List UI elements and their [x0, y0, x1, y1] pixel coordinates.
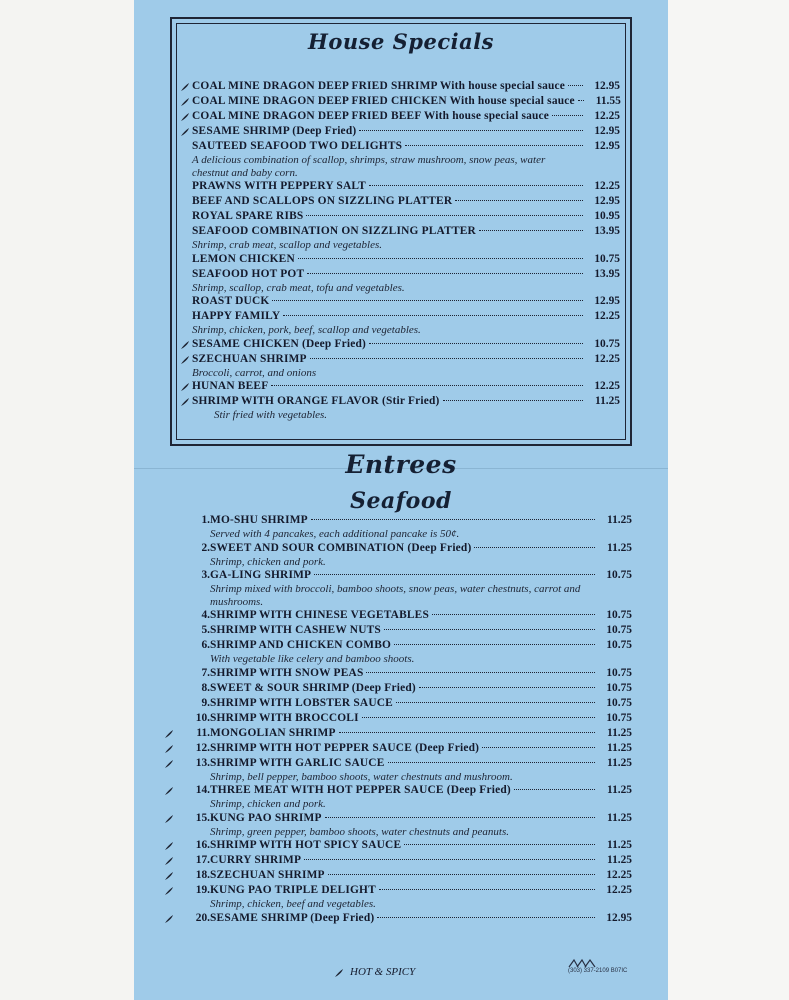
menu-item	[180, 267, 620, 295]
item-name: SHRIMP WITH ORANGE FLAVOR (Stir Fried)	[192, 395, 440, 407]
item-price: 10.95	[594, 210, 620, 222]
menu-item	[162, 623, 632, 638]
dot-leader	[307, 273, 583, 274]
dot-leader	[479, 230, 583, 231]
dot-leader	[272, 300, 583, 301]
dot-leader	[514, 789, 595, 790]
item-row	[192, 267, 620, 282]
dot-leader	[419, 687, 595, 688]
dot-leader	[369, 185, 583, 186]
item-price: 12.25	[606, 869, 632, 881]
item-name: SHRIMP WITH GARLIC SAUCE	[210, 756, 385, 769]
menu-item	[180, 124, 620, 139]
item-description: Stir fried with vegetables.	[214, 409, 328, 421]
item-price: 11.25	[607, 854, 632, 866]
dot-leader	[298, 258, 583, 259]
item-price: 10.75	[606, 624, 632, 636]
dot-leader	[339, 732, 595, 733]
dot-leader	[369, 343, 583, 344]
item-number: 3.	[201, 569, 210, 581]
menu-item	[162, 883, 632, 911]
item-name: COAL MINE DRAGON DEEP FRIED CHICKEN With house special sauce	[192, 95, 575, 107]
chili-pepper-icon	[164, 759, 174, 769]
dot-leader	[306, 215, 583, 216]
item-name: SHRIMP WITH HOT SPICY SAUCE	[210, 839, 402, 851]
item-name: ROAST DUCK	[192, 295, 270, 307]
item-number: 17.	[195, 854, 210, 866]
item-row	[210, 726, 632, 741]
menu-item	[180, 109, 620, 124]
dot-leader	[404, 844, 595, 845]
item-price: 11.25	[607, 784, 632, 796]
item-number: 2.	[201, 541, 210, 554]
item-description: Shrimp mixed with broccoli, bamboo shoots, snow peas, water chestnuts, carrot and mushrooms.	[210, 583, 581, 608]
house-specials-title: House Specials	[308, 29, 494, 54]
dot-leader	[283, 315, 583, 316]
item-row	[192, 379, 620, 394]
item-number: 1.	[201, 514, 210, 526]
menu-item	[162, 568, 632, 608]
item-price: 11.25	[607, 741, 632, 754]
chili-pepper-icon	[164, 786, 174, 796]
item-row	[210, 696, 632, 711]
item-price: 12.95	[594, 125, 620, 137]
item-description: With vegetable like celery and bamboo shoots.	[210, 653, 415, 665]
legend-label: HOT & SPICY	[350, 966, 416, 978]
menu-item	[180, 79, 620, 94]
chili-pepper-icon	[164, 871, 174, 881]
item-name: MONGOLIAN SHRIMP	[210, 726, 336, 739]
item-number: 14.	[195, 784, 210, 796]
item-name: SHRIMP WITH SNOW PEAS	[210, 666, 364, 679]
item-price: 10.75	[606, 666, 632, 679]
seafood-entrees-list	[162, 513, 632, 926]
item-description: Shrimp, green pepper, bamboo shoots, water chestnuts and peanuts.	[210, 825, 510, 838]
item-row	[192, 309, 620, 324]
dot-leader	[304, 859, 595, 860]
menu-item	[162, 608, 632, 623]
menu-item	[180, 252, 620, 267]
item-description: Served with 4 pancakes, each additional pancake is 50¢.	[210, 528, 460, 540]
item-row	[210, 666, 632, 681]
item-price: 13.95	[594, 267, 620, 280]
item-name: SHRIMP AND CHICKEN COMBO	[210, 639, 392, 651]
chili-pepper-icon	[164, 729, 174, 739]
item-name: SHRIMP WITH HOT PEPPER SAUCE (Deep Fried)	[210, 741, 480, 754]
item-price: 10.75	[606, 711, 632, 724]
item-name: SZECHUAN SHRIMP	[192, 352, 307, 365]
dot-leader	[325, 817, 595, 818]
item-price: 10.75	[606, 569, 632, 581]
item-name: SESAME SHRIMP (Deep Fried)	[192, 125, 357, 137]
item-row	[210, 811, 632, 826]
dot-leader	[366, 672, 595, 673]
item-price: 11.25	[607, 726, 632, 739]
item-name: COAL MINE DRAGON DEEP FRIED SHRIMP With house special sauce	[192, 80, 566, 92]
dot-leader	[388, 762, 595, 763]
item-row	[210, 853, 632, 868]
item-price: 12.95	[606, 911, 632, 924]
item-price: 12.25	[594, 310, 620, 322]
item-name: CURRY SHRIMP	[210, 854, 302, 866]
dot-leader	[455, 200, 583, 201]
item-price: 12.95	[594, 295, 620, 307]
menu-item	[162, 541, 632, 569]
item-name: BEEF AND SCALLOPS ON SIZZLING PLATTER	[192, 195, 453, 207]
item-number: 9.	[201, 696, 210, 709]
menu-item	[180, 139, 620, 179]
menu-item	[162, 838, 632, 853]
item-price: 11.25	[595, 395, 620, 407]
dot-leader	[314, 574, 595, 575]
dot-leader	[362, 717, 595, 718]
item-price: 12.95	[594, 140, 620, 152]
chili-pepper-icon	[164, 886, 174, 896]
item-row	[192, 139, 620, 154]
dot-leader	[328, 874, 595, 875]
dot-leader	[396, 702, 595, 703]
dot-leader	[443, 400, 583, 401]
item-name: KUNG PAO SHRIMP	[210, 811, 322, 824]
item-row	[210, 911, 632, 926]
item-price: 12.25	[606, 884, 632, 896]
entrees-title: Entrees	[345, 450, 457, 479]
item-row	[192, 252, 620, 267]
item-name: SHRIMP WITH BROCCOLI	[210, 711, 359, 724]
item-row	[210, 638, 632, 653]
menu-item	[162, 853, 632, 868]
menu-item	[162, 741, 632, 756]
item-name: SAUTEED SEAFOOD TWO DELIGHTS	[192, 140, 403, 152]
item-number: 6.	[201, 639, 210, 651]
adjacent-page-left	[0, 0, 134, 1000]
chili-pepper-icon	[180, 82, 190, 92]
dot-leader	[311, 519, 595, 520]
menu-item	[162, 696, 632, 711]
menu-item	[162, 868, 632, 883]
item-row	[210, 883, 632, 898]
item-name: SEAFOOD HOT POT	[192, 267, 305, 280]
item-price: 12.25	[594, 352, 620, 365]
item-number: 4.	[201, 609, 210, 621]
chili-pepper-icon	[164, 841, 174, 851]
chili-pepper-icon	[164, 814, 174, 824]
chili-pepper-icon	[180, 355, 190, 365]
item-description: Broccoli, carrot, and onions	[192, 366, 317, 379]
chili-pepper-icon	[180, 382, 190, 392]
item-name: ROYAL SPARE RIBS	[192, 210, 304, 222]
item-description: Shrimp, chicken, pork, beef, scallop and vegetables.	[192, 324, 421, 336]
item-price: 12.25	[594, 180, 620, 192]
item-price: 10.75	[594, 252, 620, 265]
item-price: 11.25	[607, 541, 632, 554]
item-row	[210, 513, 632, 528]
item-name: MO-SHU SHRIMP	[210, 514, 308, 526]
item-description: Shrimp, chicken, beef and vegetables.	[210, 898, 376, 910]
item-row	[210, 681, 632, 696]
item-number: 11.	[196, 726, 210, 739]
menu-panel	[134, 0, 668, 1000]
chili-pepper-icon	[164, 744, 174, 754]
seafood-subtitle: Seafood	[350, 488, 452, 514]
item-description: A delicious combination of scallop, shrimps, straw mushroom, snow peas, water chestnut and baby corn.	[192, 154, 546, 179]
menu-item	[180, 94, 620, 109]
item-number: 15.	[195, 811, 210, 824]
printer-phone: (303) 337-2109 B07IC	[568, 968, 628, 974]
item-number: 7.	[201, 666, 210, 679]
menu-item	[162, 513, 632, 541]
item-name: SHRIMP WITH CHINESE VEGETABLES	[210, 609, 430, 621]
item-name: SWEET & SOUR SHRIMP (Deep Fried)	[210, 681, 416, 694]
item-number: 13.	[195, 756, 210, 769]
item-price: 10.75	[594, 337, 620, 350]
printer-logo-icon	[568, 958, 596, 968]
item-description: Shrimp, bell pepper, bamboo shoots, water chestnuts and mushroom.	[210, 770, 513, 783]
item-number: 8.	[201, 681, 210, 694]
dot-leader	[379, 889, 595, 890]
item-number: 18.	[195, 869, 210, 881]
item-row	[192, 124, 620, 139]
item-price: 12.25	[594, 380, 620, 392]
menu-item	[180, 194, 620, 209]
item-price: 10.75	[606, 681, 632, 694]
item-price: 10.75	[606, 639, 632, 651]
item-row	[192, 352, 620, 367]
dot-leader	[310, 358, 583, 359]
dot-leader	[568, 85, 583, 86]
item-description: Shrimp, chicken and pork.	[210, 798, 326, 810]
menu-item	[162, 783, 632, 811]
item-row	[210, 783, 632, 798]
menu-item	[180, 294, 620, 309]
item-row	[210, 608, 632, 623]
dot-leader	[578, 100, 584, 101]
item-row	[210, 868, 632, 883]
item-row	[192, 179, 620, 194]
chili-pepper-icon	[164, 914, 174, 924]
house-specials-box	[170, 17, 632, 446]
menu-item	[162, 666, 632, 681]
dot-leader	[359, 130, 583, 131]
item-row	[192, 224, 620, 239]
item-price: 12.95	[594, 80, 620, 92]
dot-leader	[377, 917, 595, 918]
item-name: SEAFOOD COMBINATION ON SIZZLING PLATTER	[192, 225, 476, 237]
item-name: COAL MINE DRAGON DEEP FRIED BEEF With house special sauce	[192, 110, 550, 122]
item-row	[192, 109, 620, 124]
dot-leader	[552, 115, 583, 116]
item-price: 11.25	[607, 756, 632, 769]
dot-leader	[482, 747, 595, 748]
menu-item	[180, 209, 620, 224]
menu-item	[180, 352, 620, 380]
item-price: 11.25	[607, 811, 632, 824]
menu-item	[162, 811, 632, 839]
item-price: 13.95	[594, 225, 620, 237]
chili-pepper-icon	[180, 112, 190, 122]
item-name: SESAME CHICKEN (Deep Fried)	[192, 337, 367, 350]
item-name: HAPPY FAMILY	[192, 310, 281, 322]
item-price: 11.25	[607, 514, 632, 526]
item-price: 11.25	[607, 839, 632, 851]
menu-item	[180, 179, 620, 194]
item-row	[192, 79, 620, 94]
item-row	[210, 541, 632, 556]
adjacent-page-right	[668, 0, 789, 1000]
chili-pepper-icon	[180, 340, 190, 350]
menu-item	[162, 681, 632, 696]
item-name: SWEET AND SOUR COMBINATION (Deep Fried)	[210, 541, 472, 554]
house-specials-list	[180, 79, 620, 422]
item-row	[210, 756, 632, 771]
item-price: 12.95	[594, 195, 620, 207]
item-price: 11.55	[595, 95, 621, 107]
menu-item	[180, 379, 620, 394]
chili-pepper-icon	[180, 397, 190, 407]
menu-item	[180, 309, 620, 337]
menu-item	[162, 711, 632, 726]
item-row	[210, 838, 632, 853]
item-number: 16.	[195, 839, 210, 851]
item-row	[192, 337, 620, 352]
item-description: Shrimp, crab meat, scallop and vegetables.	[192, 239, 383, 251]
item-row	[192, 194, 620, 209]
dot-leader	[432, 614, 595, 615]
dot-leader	[384, 629, 595, 630]
printer-credit	[568, 958, 627, 975]
item-name: SHRIMP WITH CASHEW NUTS	[210, 624, 381, 636]
item-name: THREE MEAT WITH HOT PEPPER SAUCE (Deep Fried)	[210, 784, 511, 796]
item-number: 12.	[195, 741, 210, 754]
item-name: GA-LING SHRIMP	[210, 569, 312, 581]
item-row	[192, 94, 620, 109]
menu-item	[162, 911, 632, 926]
item-name: PRAWNS WITH PEPPERY SALT	[192, 180, 366, 192]
item-number: 20.	[195, 911, 210, 924]
item-row	[192, 294, 620, 309]
item-price: 10.75	[606, 609, 632, 621]
item-name: SHRIMP WITH LOBSTER SAUCE	[210, 696, 393, 709]
item-name: KUNG PAO TRIPLE DELIGHT	[210, 884, 376, 896]
item-row	[192, 209, 620, 224]
item-row	[192, 394, 620, 409]
hot-spicy-legend	[350, 966, 415, 978]
item-number: 10.	[195, 711, 210, 724]
chili-pepper-icon	[180, 97, 190, 107]
menu-item	[180, 224, 620, 252]
item-name: SESAME SHRIMP (Deep Fried)	[210, 911, 375, 924]
item-row	[210, 711, 632, 726]
item-name: SZECHUAN SHRIMP	[210, 869, 325, 881]
item-description: Shrimp, chicken and pork.	[210, 555, 326, 568]
item-row	[210, 623, 632, 638]
menu-item	[162, 638, 632, 666]
chili-pepper-icon	[164, 856, 174, 866]
dot-leader	[394, 644, 595, 645]
item-description: Shrimp, scallop, crab meat, tofu and vegetables.	[192, 281, 405, 294]
dot-leader	[474, 547, 595, 548]
item-row	[210, 741, 632, 756]
item-row	[210, 568, 632, 583]
chili-pepper-icon	[180, 127, 190, 137]
item-price: 10.75	[606, 696, 632, 709]
item-number: 19.	[195, 884, 210, 896]
menu-item	[162, 726, 632, 741]
menu-item	[162, 756, 632, 784]
item-number: 5.	[201, 624, 210, 636]
menu-item	[180, 337, 620, 352]
dot-leader	[271, 385, 583, 386]
item-price: 12.25	[594, 110, 620, 122]
item-name: HUNAN BEEF	[192, 380, 269, 392]
dot-leader	[405, 145, 583, 146]
menu-item	[180, 394, 620, 422]
chili-pepper-icon	[334, 968, 344, 978]
item-name: LEMON CHICKEN	[192, 252, 295, 265]
